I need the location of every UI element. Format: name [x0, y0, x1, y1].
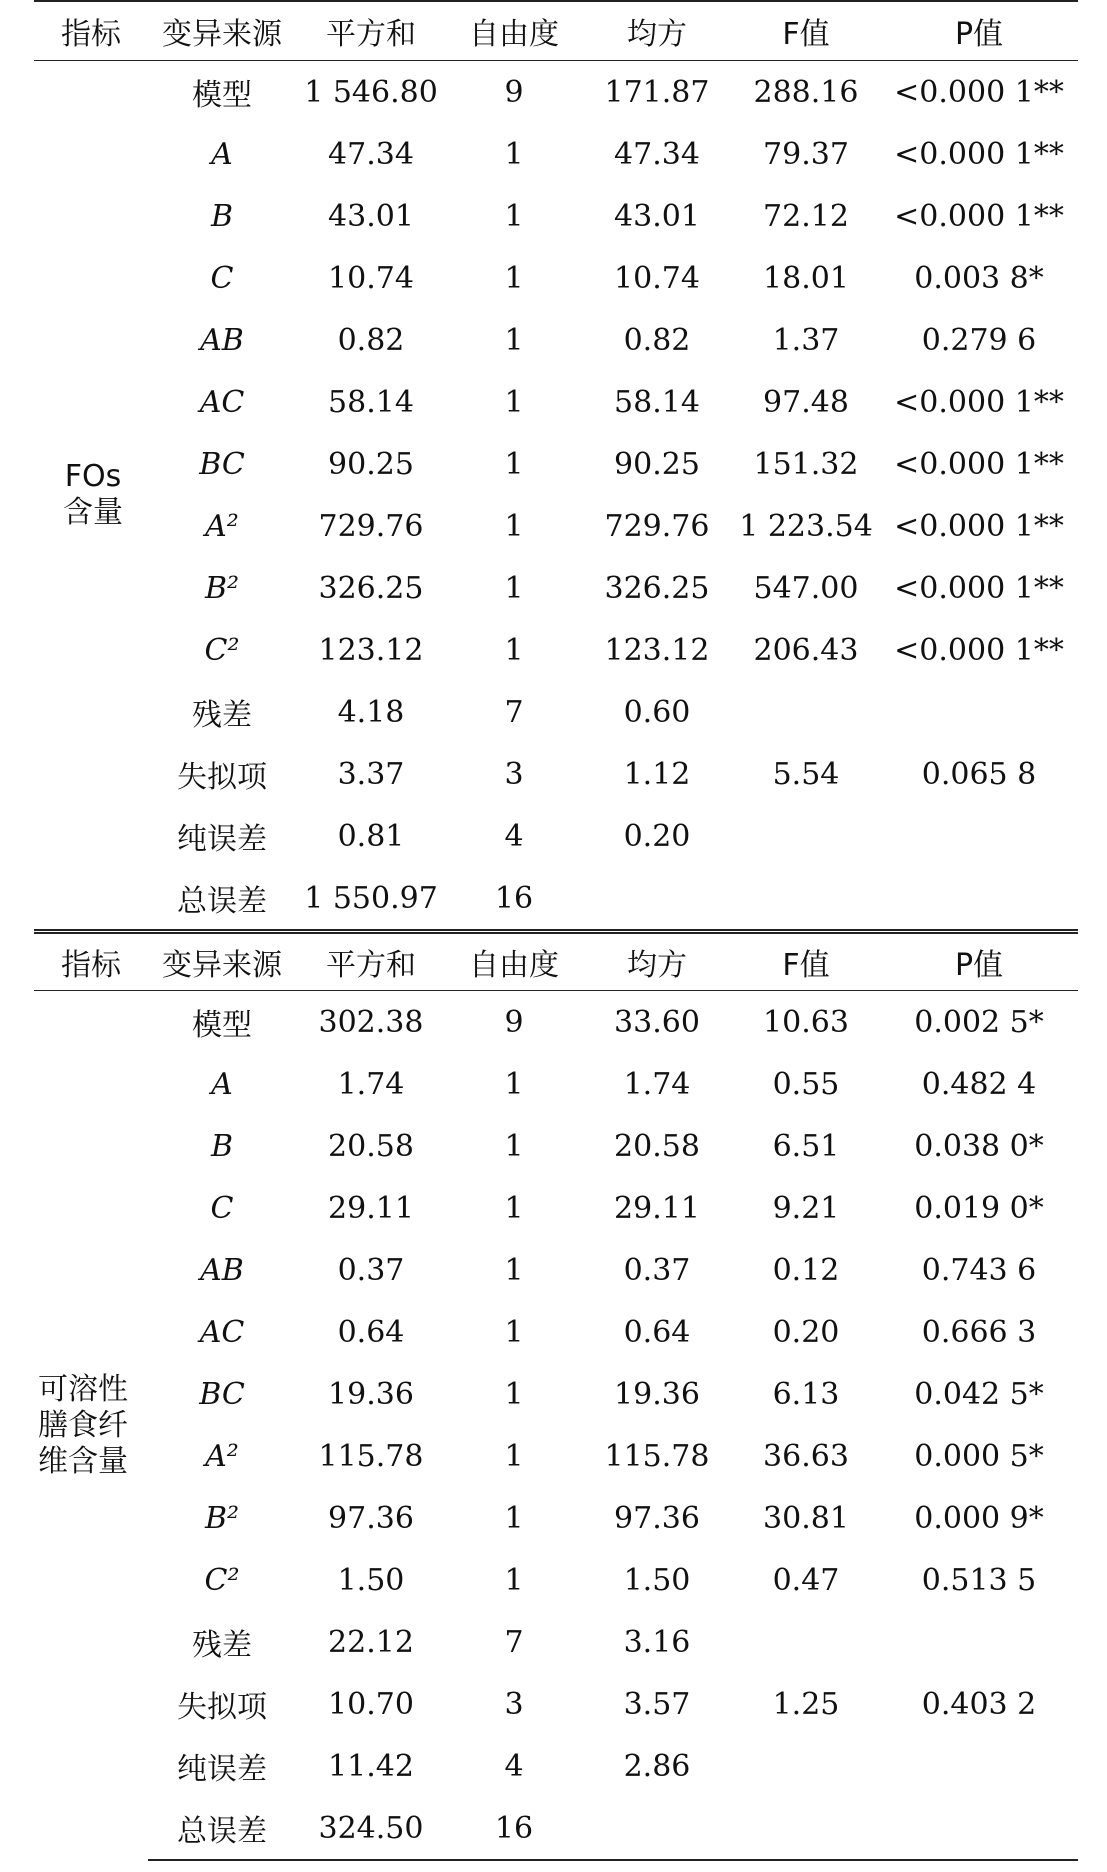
mean-square-cell: 0.37	[623, 1252, 691, 1288]
p-value-cell: <0.000 1**	[894, 508, 1064, 544]
header-p-value: P值	[880, 932, 1078, 991]
source-cell: 残差	[192, 1628, 252, 1663]
mean-square-cell: 58.14	[614, 384, 700, 420]
df-cell: 1	[504, 322, 524, 358]
f-value-cell: 6.51	[772, 1128, 840, 1164]
f-value-cell	[732, 867, 880, 932]
sum-of-squares-cell: 1.50	[337, 1562, 405, 1598]
df-cell: 1	[504, 1128, 524, 1164]
df-cell: 1	[504, 1500, 524, 1536]
source-cell: AC	[199, 1314, 245, 1350]
header-source: 变异来源	[148, 932, 296, 991]
mean-square-cell: 33.60	[614, 1004, 700, 1040]
header-degrees-of-freedom: 自由度	[446, 932, 582, 991]
mean-square-cell: 1.12	[623, 756, 691, 792]
table-row	[34, 433, 1078, 495]
sum-of-squares-cell: 115.78	[318, 1438, 424, 1474]
sum-of-squares-cell: 0.64	[337, 1314, 405, 1350]
f-value-cell	[732, 681, 880, 743]
f-value-cell	[732, 805, 880, 867]
mean-square-cell: 20.58	[614, 1128, 700, 1164]
table-row	[34, 1797, 1078, 1860]
mean-square-cell: 0.20	[623, 818, 691, 854]
df-cell: 16	[446, 1797, 582, 1860]
source-cell: A	[211, 1066, 233, 1102]
table-row	[34, 1115, 1078, 1177]
p-value-cell: 0.042 5*	[914, 1376, 1044, 1412]
header-sum-of-squares: 平方和	[296, 1, 446, 61]
source-cell: BC	[199, 1376, 245, 1412]
f-value-cell: 206.43	[753, 632, 859, 668]
source-cell: B	[210, 1128, 234, 1164]
f-value-cell: 0.12	[772, 1252, 840, 1288]
sum-of-squares-cell: 43.01	[328, 198, 414, 234]
indicator-cell: FOs 含量	[63, 459, 123, 530]
p-value-cell: 0.065 8	[921, 756, 1037, 792]
sum-of-squares-cell: 29.11	[328, 1190, 414, 1226]
p-value-cell: 0.038 0*	[914, 1128, 1044, 1164]
header-f-value: F值	[732, 932, 880, 991]
p-value-cell: <0.000 1**	[894, 570, 1064, 606]
source-cell: AC	[199, 384, 245, 420]
table-row	[34, 1611, 1078, 1673]
table-row	[34, 1673, 1078, 1735]
mean-square-cell: 115.78	[604, 1438, 710, 1474]
df-cell: 1	[504, 1252, 524, 1288]
sum-of-squares-cell: 123.12	[318, 632, 424, 668]
header-indicator: 指标	[34, 1, 148, 61]
sum-of-squares-cell: 22.12	[328, 1624, 414, 1660]
sum-of-squares-cell: 1 550.97	[296, 867, 446, 932]
mean-square-cell	[582, 1797, 732, 1860]
source-cell: A²	[205, 1438, 239, 1474]
table-row	[34, 991, 1078, 1054]
table-row	[34, 123, 1078, 185]
f-value-cell: 288.16	[753, 74, 859, 110]
f-value-cell: 151.32	[753, 446, 859, 482]
df-cell: 1	[504, 136, 524, 172]
p-value-cell: <0.000 1**	[894, 446, 1064, 482]
p-value-cell: 0.000 9*	[914, 1500, 1044, 1536]
source-cell: 模型	[192, 78, 252, 113]
df-cell: 9	[504, 74, 524, 110]
indicator-cell: 可溶性 膳食纤 维含量	[38, 1371, 128, 1479]
f-value-cell: 79.37	[763, 136, 849, 172]
sum-of-squares-cell: 20.58	[328, 1128, 414, 1164]
header-p-value: P值	[880, 1, 1078, 61]
table-row	[34, 619, 1078, 681]
source-cell: 失拟项	[177, 1690, 267, 1725]
table-row	[34, 1363, 1078, 1425]
mean-square-cell: 3.16	[623, 1624, 691, 1660]
source-cell: 总误差	[148, 867, 296, 932]
table-row	[34, 1301, 1078, 1363]
header-f-value: F值	[732, 1, 880, 61]
mean-square-cell: 1.74	[623, 1066, 691, 1102]
df-cell: 1	[504, 1438, 524, 1474]
p-value-cell	[880, 681, 1078, 743]
p-value-cell: 0.000 5*	[914, 1438, 1044, 1474]
sum-of-squares-cell: 47.34	[328, 136, 414, 172]
df-cell: 1	[504, 384, 524, 420]
p-value-cell: 0.403 2	[921, 1686, 1037, 1722]
source-cell: A	[211, 136, 233, 172]
anova-table	[34, 0, 1078, 1861]
header-sum-of-squares: 平方和	[296, 932, 446, 991]
p-value-cell: 0.279 6	[921, 322, 1037, 358]
p-value-cell: <0.000 1**	[894, 74, 1064, 110]
p-value-cell	[880, 1735, 1078, 1797]
source-cell: C²	[204, 1562, 240, 1598]
mean-square-cell: 123.12	[604, 632, 710, 668]
f-value-cell	[732, 1611, 880, 1673]
table-row	[34, 681, 1078, 743]
source-cell: C	[210, 260, 234, 296]
mean-square-cell: 90.25	[614, 446, 700, 482]
df-cell: 1	[504, 260, 524, 296]
sum-of-squares-cell: 97.36	[328, 1500, 414, 1536]
sum-of-squares-cell: 0.81	[337, 818, 405, 854]
f-value-cell: 18.01	[763, 260, 849, 296]
df-cell: 1	[504, 1562, 524, 1598]
sum-of-squares-cell: 10.74	[328, 260, 414, 296]
p-value-cell: <0.000 1**	[894, 632, 1064, 668]
mean-square-cell: 43.01	[614, 198, 700, 234]
sum-of-squares-cell: 326.25	[318, 570, 424, 606]
source-cell: A²	[205, 508, 239, 544]
header-source: 变异来源	[148, 1, 296, 61]
source-cell: B	[210, 198, 234, 234]
p-value-cell: <0.000 1**	[894, 136, 1064, 172]
source-cell: 残差	[192, 698, 252, 733]
sum-of-squares-cell: 324.50	[296, 1797, 446, 1860]
df-cell: 1	[504, 1190, 524, 1226]
f-value-cell: 1.25	[772, 1686, 840, 1722]
table-row	[34, 61, 1078, 124]
f-value-cell: 36.63	[763, 1438, 849, 1474]
sum-of-squares-cell: 90.25	[328, 446, 414, 482]
table-row	[34, 1177, 1078, 1239]
f-value-cell: 5.54	[772, 756, 840, 792]
sum-of-squares-cell: 0.82	[337, 322, 405, 358]
p-value-cell: 0.003 8*	[914, 260, 1044, 296]
p-value-cell: 0.513 5	[921, 1562, 1037, 1598]
source-cell: 总误差	[148, 1797, 296, 1860]
sum-of-squares-cell: 1.74	[337, 1066, 405, 1102]
table-row	[34, 309, 1078, 371]
sum-of-squares-cell: 19.36	[328, 1376, 414, 1412]
mean-square-cell: 29.11	[614, 1190, 700, 1226]
source-cell: 纯误差	[177, 822, 267, 857]
mean-square-cell: 2.86	[623, 1748, 691, 1784]
source-cell: 纯误差	[177, 1752, 267, 1787]
df-cell: 7	[504, 694, 524, 730]
f-value-cell: 0.47	[772, 1562, 840, 1598]
sum-of-squares-cell: 1 546.80	[304, 74, 438, 110]
sum-of-squares-cell: 58.14	[328, 384, 414, 420]
df-cell: 1	[504, 1376, 524, 1412]
f-value-cell: 9.21	[772, 1190, 840, 1226]
df-cell: 3	[504, 1686, 524, 1722]
p-value-cell: <0.000 1**	[894, 198, 1064, 234]
mean-square-cell: 326.25	[604, 570, 710, 606]
f-value-cell: 30.81	[763, 1500, 849, 1536]
mean-square-cell: 19.36	[614, 1376, 700, 1412]
mean-square-cell: 3.57	[623, 1686, 691, 1722]
f-value-cell: 6.13	[772, 1376, 840, 1412]
header-mean-square: 均方	[582, 932, 732, 991]
mean-square-cell: 729.76	[604, 508, 710, 544]
mean-square-cell: 1.50	[623, 1562, 691, 1598]
table-row	[34, 247, 1078, 309]
source-cell: 失拟项	[177, 760, 267, 795]
sum-of-squares-cell: 729.76	[318, 508, 424, 544]
df-cell: 1	[504, 1314, 524, 1350]
p-value-cell	[880, 805, 1078, 867]
mean-square-cell: 0.60	[623, 694, 691, 730]
df-cell: 1	[504, 198, 524, 234]
p-value-cell: 0.019 0*	[914, 1190, 1044, 1226]
source-cell: C²	[204, 632, 240, 668]
df-cell: 9	[504, 1004, 524, 1040]
table-row	[34, 1549, 1078, 1611]
mean-square-cell: 0.64	[623, 1314, 691, 1350]
header-indicator: 指标	[34, 932, 148, 991]
table-row	[34, 743, 1078, 805]
df-cell: 1	[504, 570, 524, 606]
p-value-cell	[880, 867, 1078, 932]
df-cell: 1	[504, 508, 524, 544]
header-row	[34, 1, 1078, 61]
source-cell: BC	[199, 446, 245, 482]
header-degrees-of-freedom: 自由度	[446, 1, 582, 61]
mean-square-cell	[582, 867, 732, 932]
df-cell: 4	[504, 1748, 524, 1784]
mean-square-cell: 10.74	[614, 260, 700, 296]
table-row	[34, 495, 1078, 557]
table-row	[34, 371, 1078, 433]
source-cell: B²	[204, 570, 240, 606]
source-cell: 模型	[192, 1008, 252, 1043]
f-value-cell: 1.37	[772, 322, 840, 358]
f-value-cell: 547.00	[753, 570, 859, 606]
df-cell: 3	[504, 756, 524, 792]
f-value-cell: 1 223.54	[739, 508, 873, 544]
p-value-cell	[880, 1611, 1078, 1673]
p-value-cell: 0.666 3	[921, 1314, 1037, 1350]
table-row	[34, 1053, 1078, 1115]
table-row	[34, 805, 1078, 867]
header-mean-square: 均方	[582, 1, 732, 61]
source-cell: B²	[204, 1500, 240, 1536]
p-value-cell: 0.482 4	[921, 1066, 1037, 1102]
p-value-cell: <0.000 1**	[894, 384, 1064, 420]
df-cell: 16	[446, 867, 582, 932]
f-value-cell	[732, 1735, 880, 1797]
source-cell: C	[210, 1190, 234, 1226]
header-row	[34, 932, 1078, 991]
f-value-cell	[732, 1797, 880, 1860]
mean-square-cell: 0.82	[623, 322, 691, 358]
source-cell: AB	[200, 322, 244, 358]
mean-square-cell: 47.34	[614, 136, 700, 172]
table-body	[34, 1, 1078, 1860]
p-value-cell: 0.743 6	[921, 1252, 1037, 1288]
df-cell: 7	[504, 1624, 524, 1660]
sum-of-squares-cell: 302.38	[318, 1004, 424, 1040]
sum-of-squares-cell: 11.42	[328, 1748, 414, 1784]
table-row	[34, 1425, 1078, 1487]
df-cell: 4	[504, 818, 524, 854]
f-value-cell: 97.48	[763, 384, 849, 420]
sum-of-squares-cell: 3.37	[337, 756, 405, 792]
f-value-cell: 0.55	[772, 1066, 840, 1102]
table-row	[34, 1735, 1078, 1797]
p-value-cell: 0.002 5*	[914, 1004, 1044, 1040]
mean-square-cell: 171.87	[604, 74, 710, 110]
table-row	[34, 1239, 1078, 1301]
table-row	[34, 185, 1078, 247]
sum-of-squares-cell: 10.70	[328, 1686, 414, 1722]
table-row	[34, 867, 1078, 932]
source-cell: AB	[200, 1252, 244, 1288]
sum-of-squares-cell: 0.37	[337, 1252, 405, 1288]
df-cell: 1	[504, 1066, 524, 1102]
f-value-cell: 72.12	[763, 198, 849, 234]
table-row	[34, 557, 1078, 619]
mean-square-cell: 97.36	[614, 1500, 700, 1536]
table-row	[34, 1487, 1078, 1549]
p-value-cell	[880, 1797, 1078, 1860]
sum-of-squares-cell: 4.18	[337, 694, 405, 730]
f-value-cell: 10.63	[763, 1004, 849, 1040]
df-cell: 1	[504, 446, 524, 482]
df-cell: 1	[504, 632, 524, 668]
f-value-cell: 0.20	[772, 1314, 840, 1350]
